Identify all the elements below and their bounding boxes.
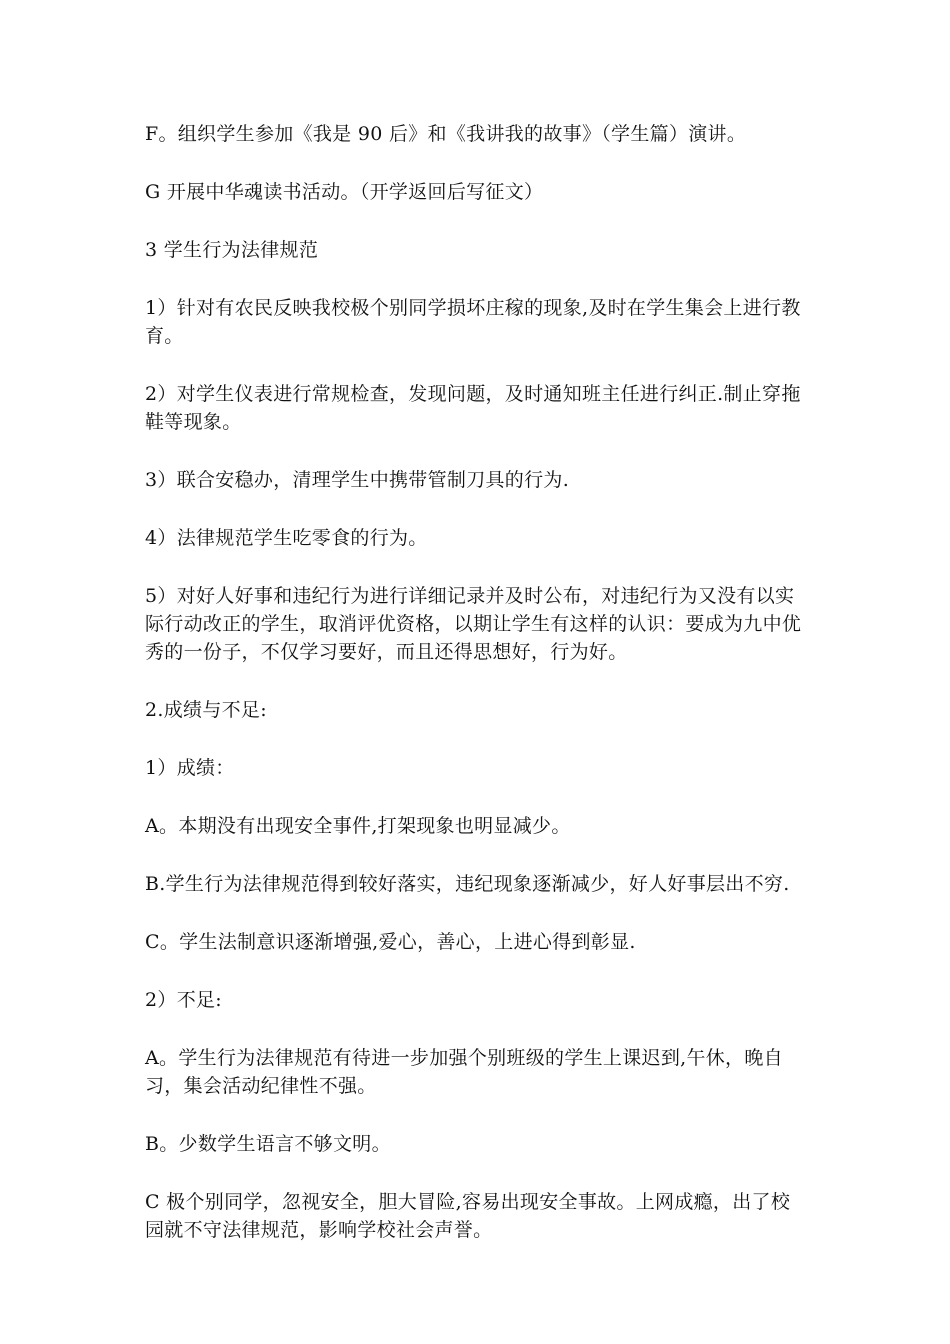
- subheading-shortcomings: 2）不足:: [145, 989, 222, 1011]
- list-item: B.学生行为法律规范得到较好落实，违纪现象逐渐减少，好人好事层出不穷.: [145, 873, 790, 895]
- document-body: [145, 120, 807, 1274]
- list-item: A。本期没有出现安全事件,打架现象也明显减少。: [145, 815, 571, 837]
- list-item: C 极个别同学，忽视安全，胆大冒险,容易出现安全事故。上网成瘾，出了校园就不守法律规范，影响学校社会声誉。: [145, 1191, 791, 1241]
- list-item: B。少数学生语言不够文明。: [145, 1133, 391, 1155]
- list-item: A。学生行为法律规范有待进一步加强个别班级的学生上课迟到,午休，晚自习，集会活动纪律性不强。: [145, 1047, 783, 1097]
- subheading-achievements: 1）成绩：: [145, 757, 235, 779]
- list-item: 3）联合安稳办，清理学生中携带管制刀具的行为.: [145, 469, 570, 491]
- list-item: 4）法律规范学生吃零食的行为。: [145, 527, 428, 549]
- section-heading-behavior: 3 学生行为法律规范: [145, 239, 319, 261]
- paragraph-g-reading: G 开展中华魂读书活动。（开学返回后写征文）: [145, 181, 544, 203]
- list-item: C。学生法制意识逐渐增强,爱心，善心，上进心得到彰显.: [145, 931, 636, 953]
- list-item: 2）对学生仪表进行常规检查，发现问题，及时通知班主任进行纠正.制止穿拖鞋等现象。: [145, 383, 801, 433]
- list-item: 1）针对有农民反映我校极个别同学损坏庄稼的现象,及时在学生集会上进行教育。: [145, 297, 801, 347]
- list-item: 5）对好人好事和违纪行为进行详细记录并及时公布，对违纪行为又没有以实际行动改正的学生，取消评优资格，以期让学生有这样的认识：要成为九中优秀的一份子，不仅学习要好，而且还得思想好，行为好。: [145, 585, 802, 663]
- section-heading-results: 2.成绩与不足:: [145, 699, 267, 721]
- paragraph-f-speech: F。组织学生参加《我是 90 后》和《我讲我的故事》（学生篇）演讲。: [145, 123, 747, 145]
